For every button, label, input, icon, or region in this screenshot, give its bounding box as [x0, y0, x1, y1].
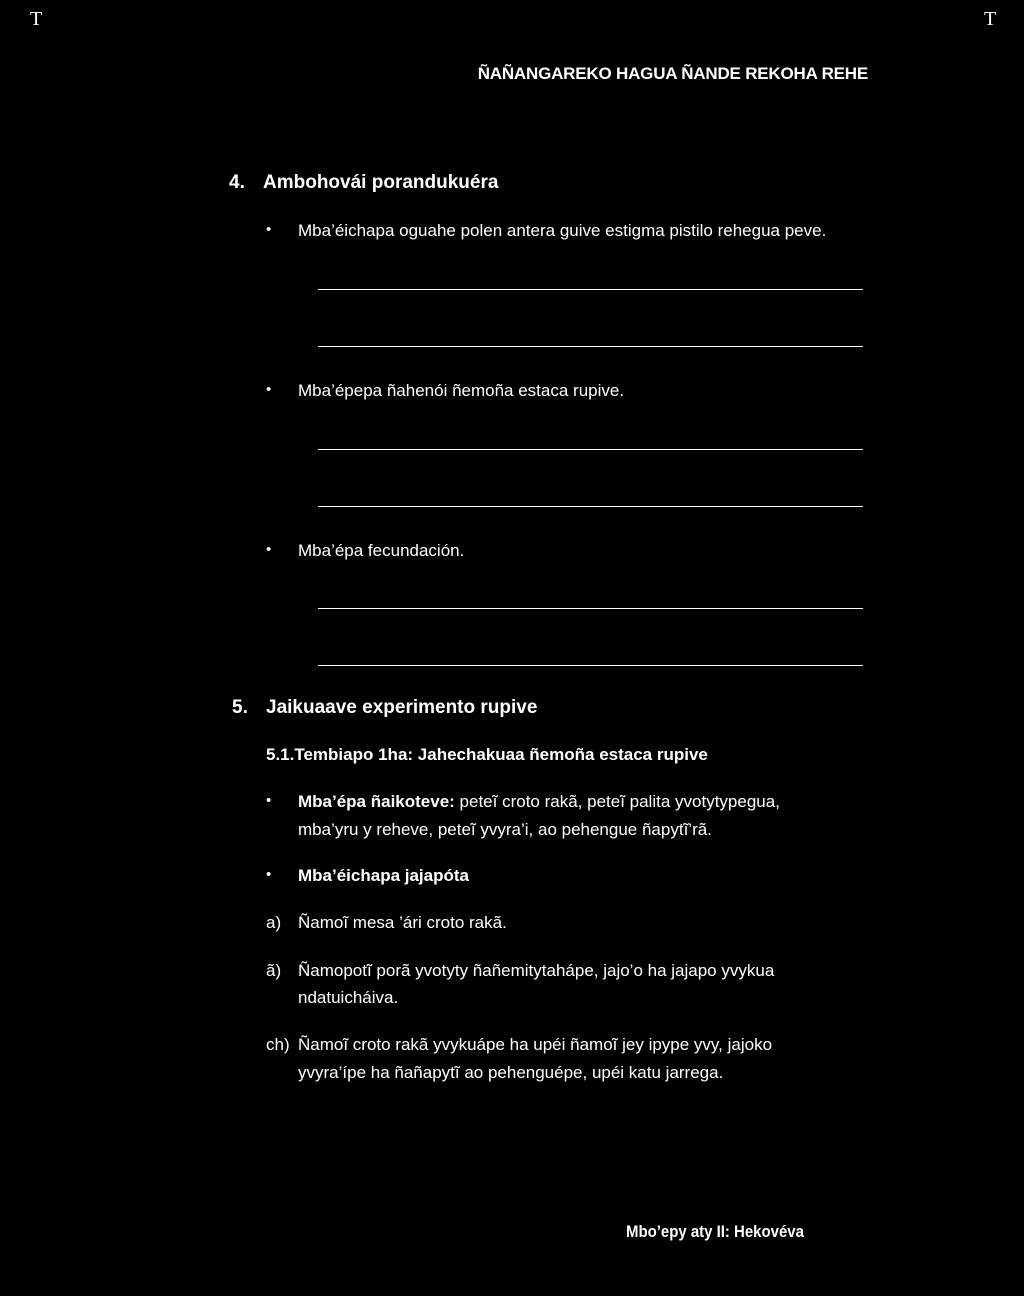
bullet-icon: • — [266, 792, 272, 809]
materials-line-1 — [298, 792, 780, 812]
step-b-line-1: Ñamopotĩ porã yvotyty ñañemitytahápe, jajo’o ha jajapo yvykua — [298, 961, 775, 980]
bullet-icon: • — [266, 381, 272, 398]
answer-line — [318, 289, 863, 290]
steps-title: Mba’éichapa jajapóta — [298, 866, 469, 885]
subsection-heading — [266, 745, 708, 765]
bullet-icon: • — [266, 866, 272, 883]
answer-line — [318, 449, 863, 450]
section-4-number: 4. — [229, 172, 245, 193]
step-label: ã) — [266, 961, 282, 980]
question-3: Mba’épa fecundación. — [298, 541, 465, 560]
step-c-line-2: yvyra’ípe ha ñañapytĩ ao pehenguépe, upéi katu jarrega. — [298, 1063, 724, 1082]
answer-line — [318, 608, 863, 609]
bullet-icon: • — [266, 221, 272, 238]
materials-line-2: mba’yru y reheve, peteĩ yvyra’i, ao pehengue ñapytĩ’rã. — [298, 820, 712, 839]
section-4-heading — [229, 172, 498, 194]
section-5-title: Jaikuaave experimento rupive — [266, 697, 538, 718]
answer-line — [318, 665, 863, 666]
materials-label: Mba’épa ñaikoteve: — [298, 792, 455, 811]
step-label: ch) — [266, 1035, 290, 1054]
page-header: ÑAÑANGAREKO HAGUA ÑANDE REKOHA REHE — [477, 64, 868, 83]
step-c-line-1: Ñamoĩ croto rakã yvykuápe ha upéi ñamoĩ jey ipype yvy, jajoko — [298, 1035, 773, 1054]
section-5-heading — [232, 697, 537, 719]
subsection-number: 5.1. — [266, 745, 295, 764]
question-1: Mba’éichapa oguahe polen antera guive estigma pistilo rehegua peve. — [298, 221, 827, 240]
section-5-number: 5. — [232, 697, 248, 718]
question-2: Mba’épepa ñahenói ñemoña estaca rupive. — [298, 381, 625, 400]
step-a-line: Ñamoĩ mesa ’ári croto rakã. — [298, 913, 507, 932]
subsection-title: Tembiapo 1ha: Jahechakuaa ñemoña estaca rupive — [294, 745, 708, 764]
crop-mark-left: T — [30, 8, 43, 30]
answer-line — [318, 346, 863, 347]
page-footer: Mbo’epy aty II: Hekovéva — [626, 1222, 804, 1241]
step-b-line-2: ndatuicháiva. — [298, 988, 399, 1007]
step-label: a) — [266, 913, 282, 932]
materials-text: peteĩ croto rakã, peteĩ palita yvotytypegua, — [454, 792, 780, 811]
crop-mark-right: T — [984, 8, 997, 30]
section-4-title: Ambohovái porandukuéra — [263, 172, 499, 193]
bullet-icon: • — [266, 541, 272, 558]
answer-line — [318, 506, 863, 507]
